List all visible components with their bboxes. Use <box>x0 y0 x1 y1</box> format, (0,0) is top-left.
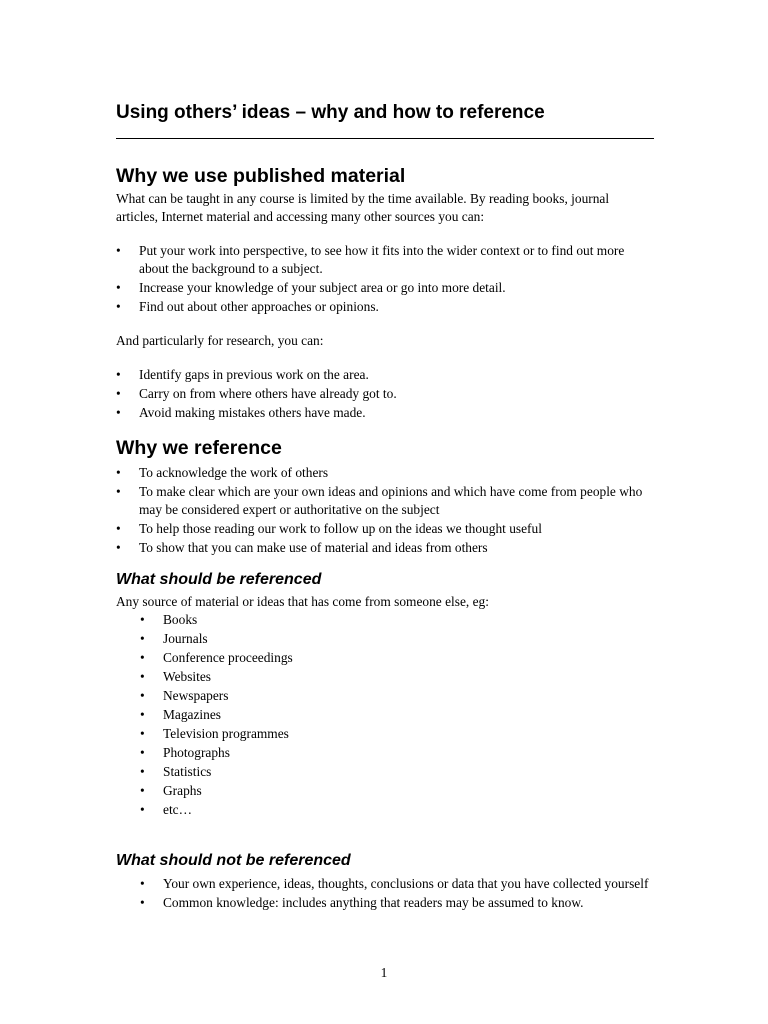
list-item: • Increase your knowledge of your subject area or go into more detail. <box>116 280 506 295</box>
bullet-icon: • <box>140 764 145 779</box>
bullet-icon: • <box>140 631 145 646</box>
list-item: • Avoid making mistakes others have made. <box>116 405 366 420</box>
should-reference-intro: Any source of material or ideas that has come from someone else, eg: <box>116 594 489 609</box>
heading-published-material: Why we use published material <box>116 165 406 187</box>
bullet-icon: • <box>140 726 145 741</box>
list-item: • To help those reading our work to follow up on the ideas we thought useful <box>116 521 542 536</box>
bullet-icon: • <box>116 521 121 536</box>
bullet-icon: • <box>140 783 145 798</box>
list-item: • etc… <box>140 802 192 817</box>
bullet-icon: • <box>116 484 121 499</box>
research-intro: And particularly for research, you can: <box>116 333 324 348</box>
list-item: • Photographs <box>140 745 230 760</box>
list-item: • To acknowledge the work of others <box>116 465 329 480</box>
list-item: • Put your work into perspective, to see how it fits into the wider context or to find out more about the background to a subject. <box>116 243 625 276</box>
bullet-icon: • <box>140 707 145 722</box>
published-intro: What can be taught in any course is limited by the time available. By reading books, journal articles, Internet material and accessing many other sources you can: <box>116 191 610 224</box>
bullet-icon: • <box>116 367 121 382</box>
exempt-items-list <box>116 875 654 913</box>
list-item: • Websites <box>140 669 212 684</box>
list-item: • Find out about other approaches or opinions. <box>116 299 379 314</box>
list-item: • Statistics <box>140 764 212 779</box>
bullet-icon: • <box>116 299 121 314</box>
bullet-icon: • <box>116 465 121 480</box>
list-item: • Graphs <box>140 783 202 798</box>
bullet-icon: • <box>116 540 121 555</box>
research-benefits-list <box>116 366 654 423</box>
bullet-icon: • <box>140 895 145 910</box>
list-item: • Books <box>140 612 198 627</box>
list-item: • Your own experience, ideas, thoughts, conclusions or data that you have collected yourself <box>140 876 649 891</box>
heading-why-reference: Why we reference <box>116 437 282 459</box>
bullet-icon: • <box>116 280 121 295</box>
heading-should-reference: What should be referenced <box>116 571 322 588</box>
list-item: • Conference proceedings <box>140 650 293 665</box>
list-item: • Television programmes <box>140 726 289 741</box>
list-item: • To make clear which are your own ideas and opinions and which have come from people who may be considered expert or authoritative on the subject <box>116 484 643 517</box>
bullet-icon: • <box>140 688 145 703</box>
list-item: • Common knowledge: includes anything that readers may be assumed to know. <box>140 895 584 910</box>
list-item: • Journals <box>140 631 208 646</box>
reference-reasons-list <box>116 464 654 558</box>
bullet-icon: • <box>140 669 145 684</box>
list-item: • Newspapers <box>140 688 229 703</box>
list-item: • Identify gaps in previous work on the area. <box>116 367 369 382</box>
source-types-list <box>116 611 654 820</box>
title-divider <box>116 138 654 139</box>
list-item: • Carry on from where others have already got to. <box>116 386 397 401</box>
heading-should-not-reference: What should not be referenced <box>116 852 351 869</box>
bullet-icon: • <box>140 650 145 665</box>
list-item: • Magazines <box>140 707 222 722</box>
published-benefits-list <box>116 242 654 317</box>
bullet-icon: • <box>116 243 121 258</box>
list-item: • To show that you can make use of material and ideas from others <box>116 540 488 555</box>
page-number: 1 <box>380 965 388 980</box>
bullet-icon: • <box>140 612 145 627</box>
document-title: Using others’ ideas – why and how to reference <box>116 102 545 123</box>
bullet-icon: • <box>140 745 145 760</box>
bullet-icon: • <box>140 802 145 817</box>
bullet-icon: • <box>116 405 121 420</box>
bullet-icon: • <box>116 386 121 401</box>
bullet-icon: • <box>140 876 145 891</box>
